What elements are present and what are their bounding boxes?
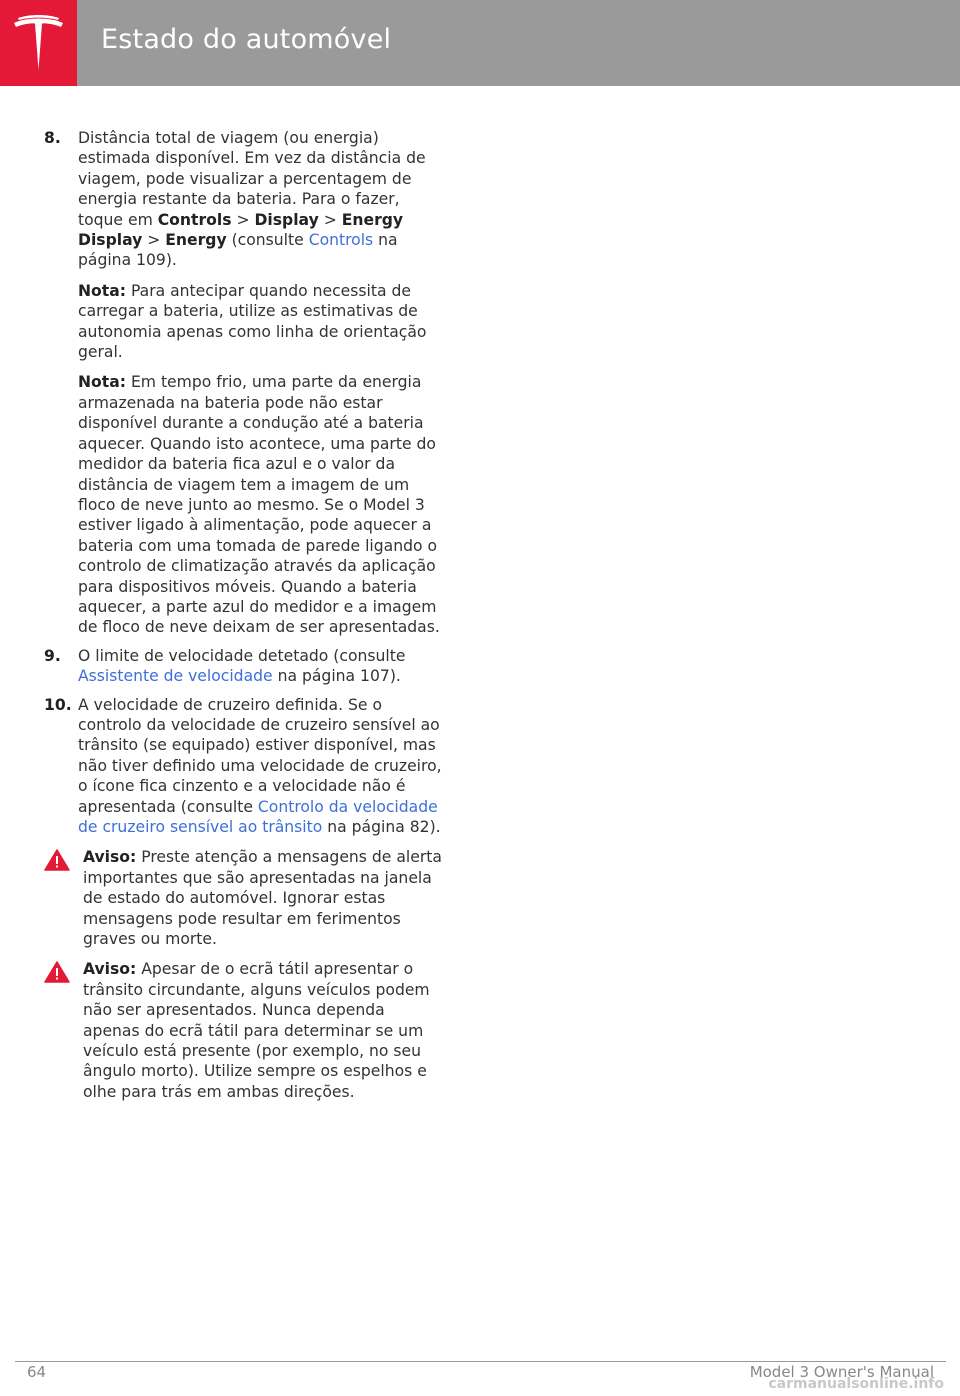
link-speed-assist[interactable]: Assistente de velocidade	[78, 667, 273, 686]
note	[78, 281, 444, 363]
page-header	[0, 0, 960, 86]
warning-triangle-icon	[44, 849, 70, 871]
warning-triangle-icon	[44, 961, 70, 983]
item-text: na página 109).	[78, 231, 398, 270]
warning-text: Apesar de o ecrã tátil apresentar o trânsito circundante, alguns veículos podem não ser apresentados. Nunca dependa apenas do ecrã tátil para determinar se um veículo está presente (por exemplo, no seu ângulo morto). Utilize sempre os espelhos e olhe para trás em ambas direções.	[83, 960, 430, 1101]
keyword-display: Display	[254, 210, 319, 229]
note-text: Para antecipar quando necessita de carregar a bateria, utilize as estimativas de autonomia apenas como linha de orientação geral.	[78, 281, 427, 362]
tesla-logo	[0, 0, 77, 86]
warning-box	[44, 959, 444, 1102]
item-paragraph	[78, 646, 444, 687]
item-text: A velocidade de cruzeiro definida. Se o controlo da velocidade de cruzeiro sensível ao trânsito (se equipado) estiver disponível, mas não tiver definido uma velocidade de cruzeiro, o ícone fica cinzento e a velocidade não é apresentada (consulte	[78, 695, 442, 816]
item-text: Distância total de viagem (ou energia) estimada disponível. Em vez da distância de viagem, pode visualizar a percentagem de energia restante da bateria. Para o fazer, toque em	[78, 129, 426, 229]
warning-label: Aviso:	[83, 848, 137, 867]
item-number: 8.	[44, 129, 61, 147]
list-item-9	[44, 646, 444, 687]
item-text: (consulte	[226, 231, 309, 250]
item-text: na página 82).	[322, 818, 441, 836]
note-text: Em tempo frio, uma parte da energia armazenada na bateria pode não estar disponível durante a condução até a bateria aquecer. Quando isto acontece, uma parte do medidor da bateria fica azul e o valor da distância de viagem tem a imagem de um floco de neve junto ao mesmo. Se o Model 3 estiver ligado à alimentação, pode aquecer a bateria com uma tomada de parede ligando o controlo de climatização através da aplicação para dispositivos móveis. Quando a bateria aquecer, a parte azul do medidor e a imagem de floco de neve deixam de ser apresentadas.	[78, 373, 440, 637]
keyword-controls: Controls	[157, 210, 232, 229]
manual-name: Model 3 Owner's Manual	[749, 1363, 934, 1381]
note	[78, 372, 444, 637]
list-item-8	[44, 128, 444, 638]
page-number: 64	[27, 1363, 47, 1381]
keyword-energy: Energy	[165, 231, 227, 250]
item-text: na página 107).	[272, 667, 401, 686]
link-controls[interactable]: Controls	[308, 231, 374, 250]
item-number: 9.	[44, 646, 61, 665]
footer-divider	[15, 1361, 946, 1362]
link-traffic-aware-cruise-control[interactable]: Controlo da velocidade de cruzeiro sensível ao trânsito	[78, 797, 438, 836]
item-number: 10.	[44, 695, 72, 714]
page-title: Estado do automóvel	[101, 24, 392, 55]
warning-text: Preste atenção a mensagens de alerta importantes que são apresentadas na janela de estado do automóvel. Ignorar estas mensagens pode resultar em ferimentos graves ou morte.	[83, 848, 442, 949]
item-text: >	[142, 231, 166, 250]
warning-box	[44, 847, 444, 949]
item-text: >	[318, 210, 342, 229]
note-label: Nota:	[78, 373, 126, 392]
item-text: O limite de velocidade detetado (consulte	[78, 646, 406, 665]
item-text: >	[231, 210, 255, 229]
list-item-10	[44, 695, 444, 838]
item-paragraph	[78, 695, 444, 838]
keyword-energy-display: Energy Display	[78, 210, 404, 250]
tesla-t-icon	[12, 14, 65, 72]
warning-label: Aviso:	[83, 960, 137, 979]
main-content	[44, 128, 444, 1112]
watermark: carmanualsonline.info	[768, 1376, 944, 1392]
note-label: Nota:	[78, 281, 126, 300]
item-paragraph	[78, 128, 444, 271]
